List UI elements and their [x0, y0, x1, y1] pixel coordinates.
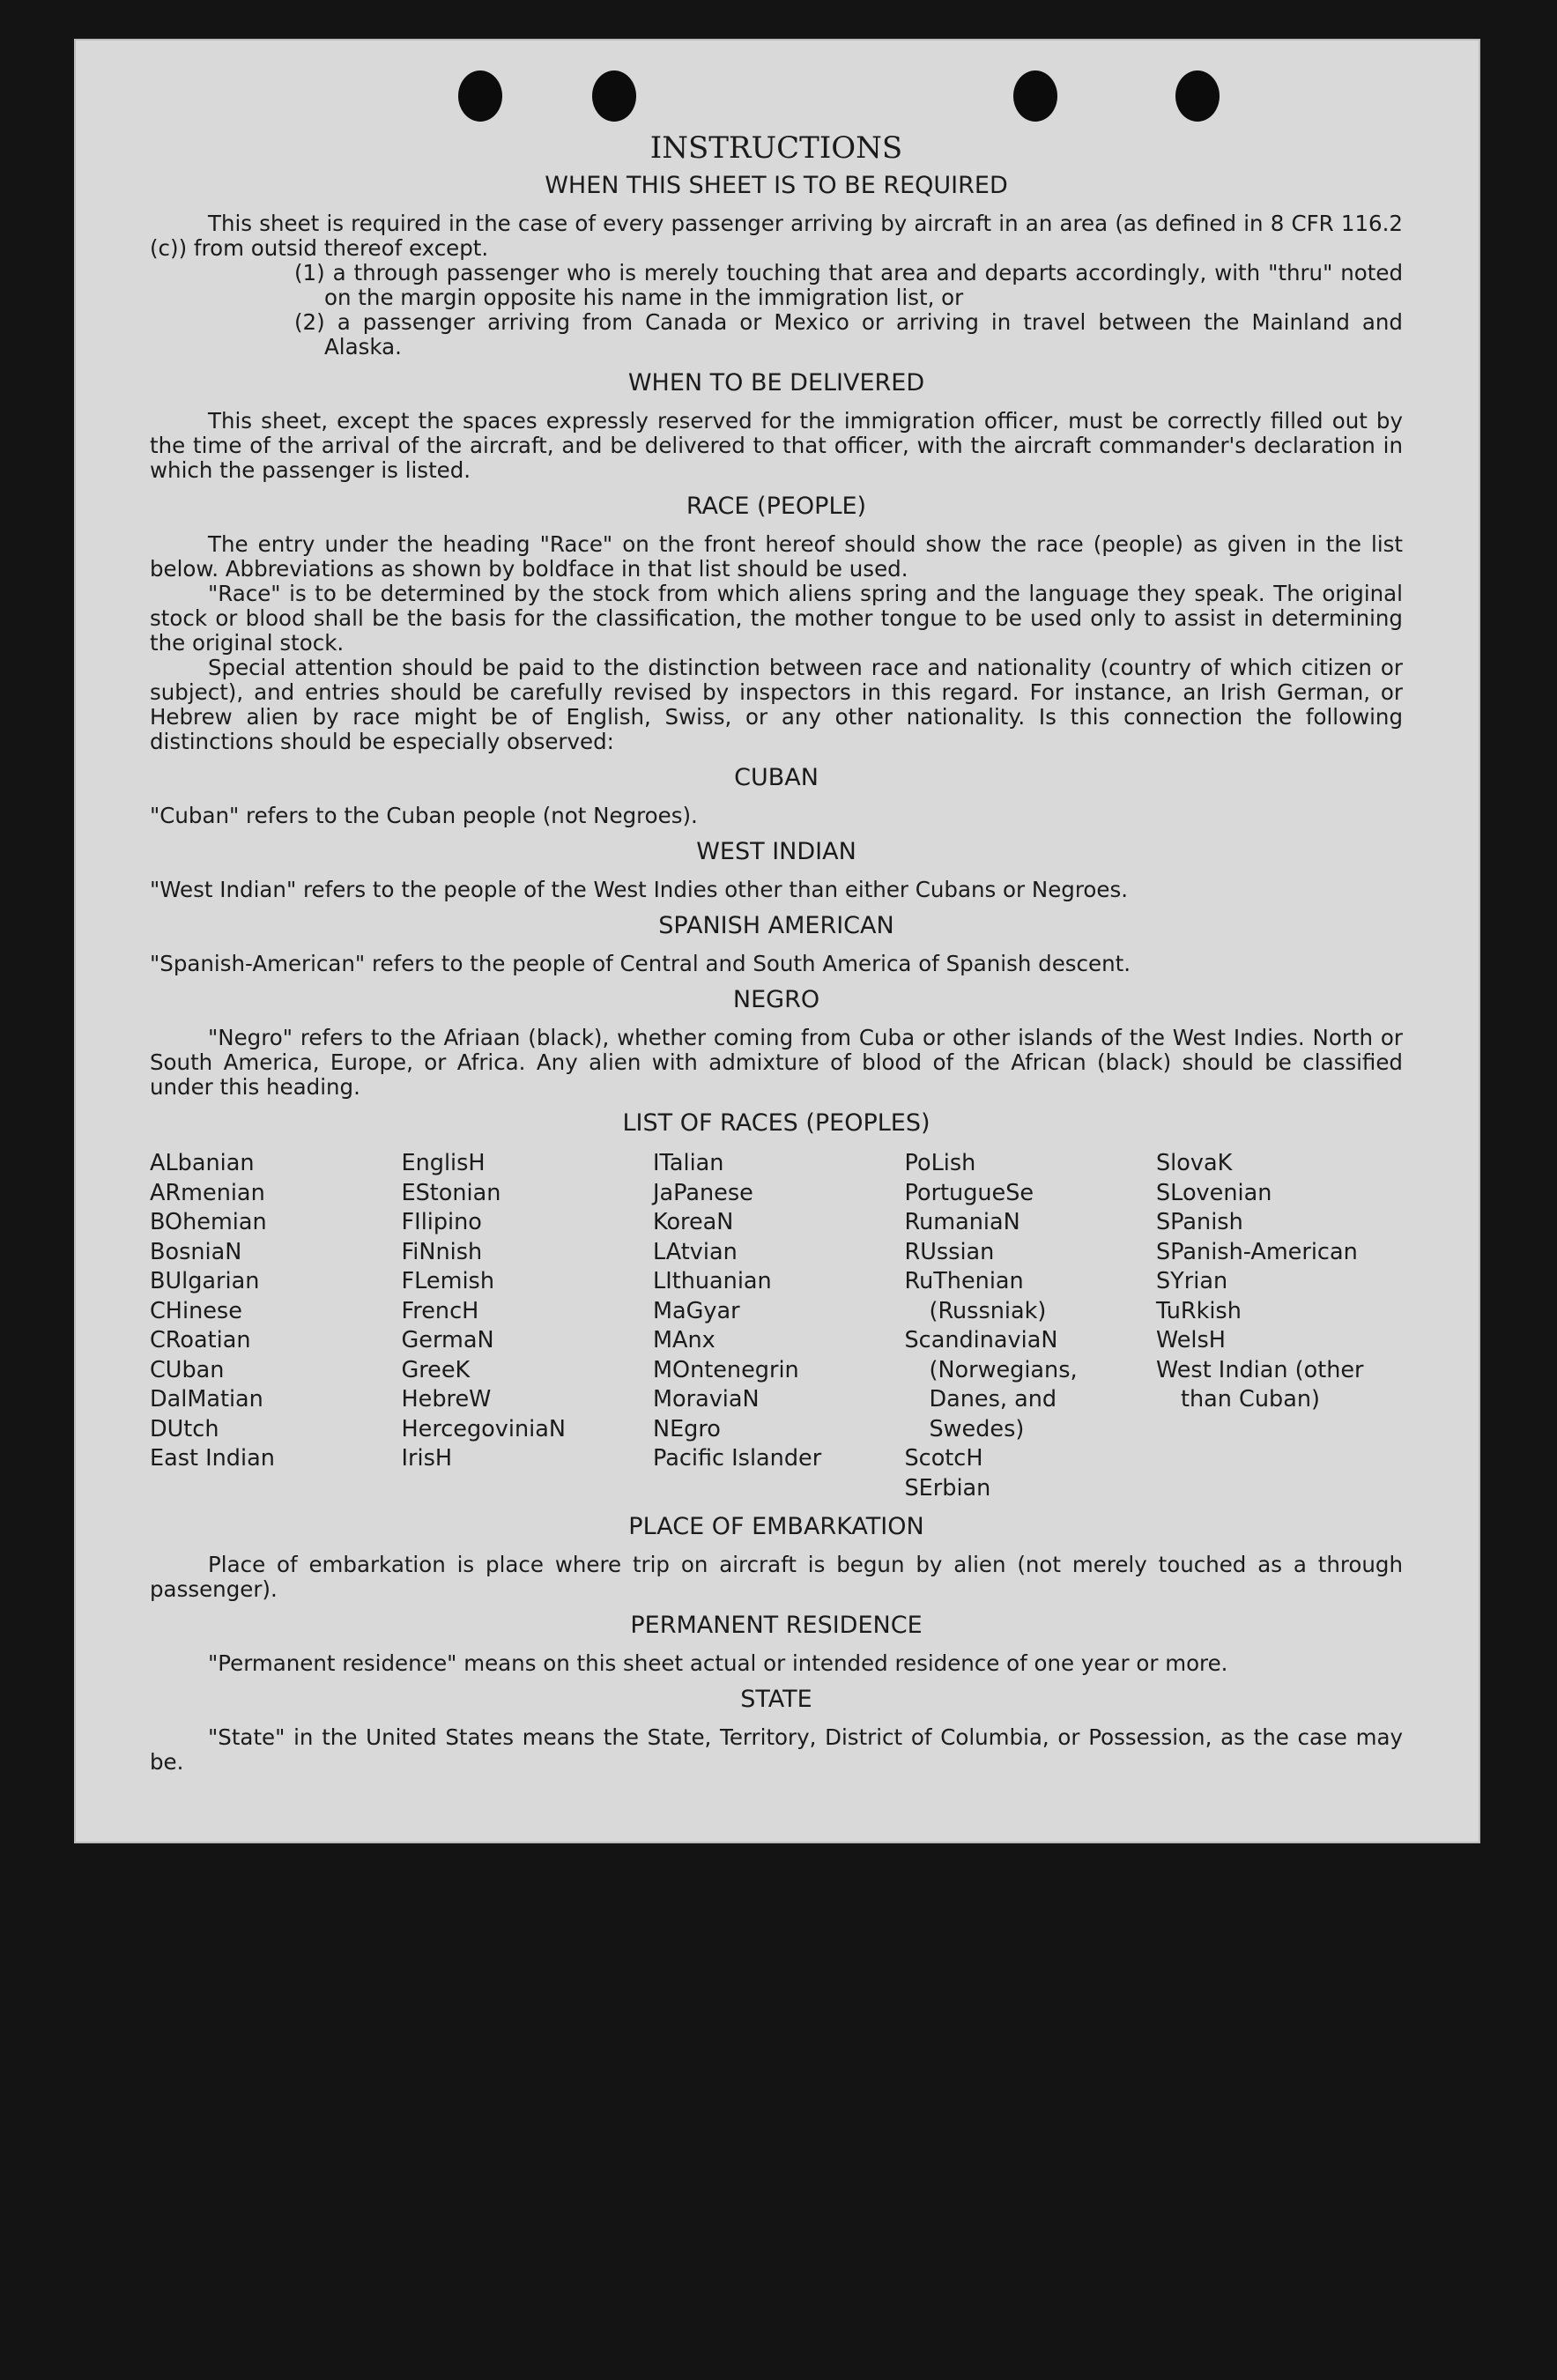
- state-paragraph: "State" in the United States means the State, Territory, District of Columbia, or Possession, as the case may be.: [150, 1724, 1403, 1775]
- race-item: FrencH: [401, 1297, 479, 1324]
- section-heading-delivered: WHEN TO BE DELIVERED: [627, 369, 925, 397]
- punch-hole: [1175, 70, 1220, 122]
- required-item-2: (2) a passenger arriving from Canada or Mexico or arriving in travel between the Mainland and Alaska.: [294, 309, 1403, 360]
- race-item: SLovenian: [1156, 1179, 1272, 1206]
- negro-paragraph: "Negro" refers to the Afriaan (black), whether coming from Cuba or other islands of the West Indies. North or South America, Europe, or Africa. Any alien with admixture of blood of the African (black) should be classified under this heading.: [150, 1025, 1403, 1100]
- race-item: ALbanian: [150, 1150, 255, 1176]
- race-item: IrisH: [401, 1445, 453, 1472]
- cuban-paragraph: "Cuban" refers to the Cuban people (not Negroes).: [150, 803, 698, 828]
- section-heading-embarkation: PLACE OF EMBARKATION: [628, 1513, 924, 1540]
- required-item-1: (1) a through passenger who is merely touching that area and departs accordingly, with "thru" noted on the margin opposite his name in the immigration list, or: [294, 260, 1403, 310]
- race-item: DUtch: [150, 1415, 219, 1442]
- section-heading-list-of-races: LIST OF RACES (PEOPLES): [622, 1109, 930, 1137]
- race-item: FLemish: [401, 1268, 494, 1294]
- race-item: SPanish: [1156, 1209, 1243, 1235]
- required-paragraph: This sheet is required in the case of every passenger arriving by aircraft in an area (as defined in 8 CFR 116.2 (c)) from outsid thereof except.: [150, 211, 1403, 261]
- race-item: BosniaN: [150, 1238, 242, 1265]
- delivered-paragraph: This sheet, except the spaces expressly reserved for the immigration officer, must be correctly filled out by the time of the arrival of the aircraft, and be delivered to that officer, with the aircraft commander's declaration in which the passenger is listed.: [150, 408, 1403, 483]
- race-item: NEgro: [653, 1415, 721, 1442]
- race-item: RuThenian (Russniak): [904, 1268, 1047, 1324]
- section-heading-required: WHEN THIS SHEET IS TO BE REQUIRED: [545, 172, 1008, 199]
- race-item: RUssian: [904, 1238, 995, 1265]
- race-item: FIlipino: [401, 1209, 482, 1235]
- race-item: ScandinaviaN (Norwegians, Danes, and Swedes): [904, 1327, 1078, 1442]
- race-item: MAnx: [653, 1327, 715, 1353]
- section-heading-cuban: CUBAN: [734, 764, 819, 791]
- race-item: GermaN: [401, 1327, 494, 1353]
- race-item: JaPanese: [653, 1179, 753, 1206]
- section-heading-race: RACE (PEOPLE): [686, 493, 867, 520]
- race-item: GreeK: [401, 1356, 471, 1383]
- race-item: FiNnish: [401, 1238, 483, 1265]
- punch-hole: [592, 70, 636, 122]
- page-title: INSTRUCTIONS: [649, 130, 903, 166]
- instructions-content: [150, 130, 1403, 1775]
- section-heading-spanish-american: SPANISH AMERICAN: [658, 912, 894, 939]
- race-item: TuRkish: [1156, 1297, 1242, 1324]
- race-item: West Indian (other than Cuban): [1156, 1356, 1364, 1412]
- race-item: ScotcH: [904, 1445, 983, 1472]
- race-item: WelsH: [1156, 1327, 1226, 1353]
- race-item: SYrian: [1156, 1268, 1228, 1294]
- section-heading-state: STATE: [740, 1686, 812, 1713]
- race-item: SlovaK: [1156, 1150, 1233, 1176]
- race-item: HercegoviniaN: [401, 1415, 566, 1442]
- race-item: PoLish: [904, 1150, 976, 1176]
- race-paragraph-2: "Race" is to be determined by the stock from which aliens spring and the language they speak. The original stock or blood shall be the basis for the classification, the mother tongue to be used only to assist in determining the original stock.: [150, 581, 1403, 656]
- races-column-5: [1156, 1149, 1403, 1503]
- west-indian-paragraph: "West Indian" refers to the people of the West Indies other than either Cubans or Negroes.: [150, 877, 1129, 902]
- race-item: CUban: [150, 1356, 225, 1383]
- race-item: LAtvian: [653, 1238, 738, 1265]
- punch-hole: [1013, 70, 1057, 122]
- embarkation-paragraph: Place of embarkation is place where trip on aircraft is begun by alien (not merely touched as a through passenger).: [150, 1552, 1403, 1602]
- section-heading-west-indian: WEST INDIAN: [696, 838, 856, 865]
- races-column-3: [653, 1149, 891, 1503]
- race-item: EStonian: [401, 1179, 501, 1206]
- spanish-american-paragraph: "Spanish-American" refers to the people of Central and South America of Spanish descent.: [150, 951, 1131, 976]
- permanent-residence-paragraph: "Permanent residence" means on this sheet actual or intended residence of one year or more.: [208, 1650, 1228, 1676]
- race-item: CRoatian: [150, 1327, 251, 1353]
- document-sheet: [74, 39, 1480, 1843]
- race-item: HebreW: [401, 1386, 492, 1412]
- race-item: KoreaN: [653, 1209, 734, 1235]
- section-heading-negro: NEGRO: [732, 986, 820, 1013]
- race-item: ITalian: [653, 1150, 724, 1176]
- race-item: MoraviaN: [653, 1386, 760, 1412]
- punch-hole: [458, 70, 502, 122]
- section-heading-permanent-residence: PERMANENT RESIDENCE: [630, 1612, 923, 1639]
- race-item: LIthuanian: [653, 1268, 772, 1294]
- race-item: EnglisH: [401, 1150, 486, 1176]
- race-item: SPanish-American: [1156, 1238, 1358, 1265]
- race-item: ARmenian: [150, 1179, 265, 1206]
- races-column-2: [402, 1149, 640, 1503]
- race-paragraph-1: The entry under the heading "Race" on the front hereof should show the race (people) as given in the list below. Abbreviations as shown by boldface in that list should be used.: [150, 531, 1403, 582]
- race-item: Pacific Islander: [653, 1445, 822, 1472]
- race-paragraph-3: Special attention should be paid to the distinction between race and nationality (country of which citizen or subject), and entries should be carefully revised by inspectors in this regard. For instance, an Irish German, or Hebrew alien by race might be of English, Swiss, or any other nationality. Is this connection the following distinctions should be especially observed:: [150, 655, 1403, 754]
- races-list: [150, 1149, 1403, 1503]
- races-column-4: [905, 1149, 1143, 1503]
- race-item: RumaniaN: [904, 1209, 1020, 1235]
- race-item: East Indian: [150, 1445, 275, 1472]
- race-item: MOntenegrin: [653, 1356, 799, 1383]
- race-item: PortugueSe: [904, 1179, 1034, 1206]
- race-item: BUlgarian: [150, 1268, 260, 1294]
- race-item: MaGyar: [653, 1297, 740, 1324]
- race-item: BOhemian: [150, 1209, 267, 1235]
- race-item: DalMatian: [150, 1386, 263, 1412]
- races-column-1: [150, 1149, 388, 1503]
- race-item: CHinese: [150, 1297, 242, 1324]
- race-item: SErbian: [904, 1474, 991, 1501]
